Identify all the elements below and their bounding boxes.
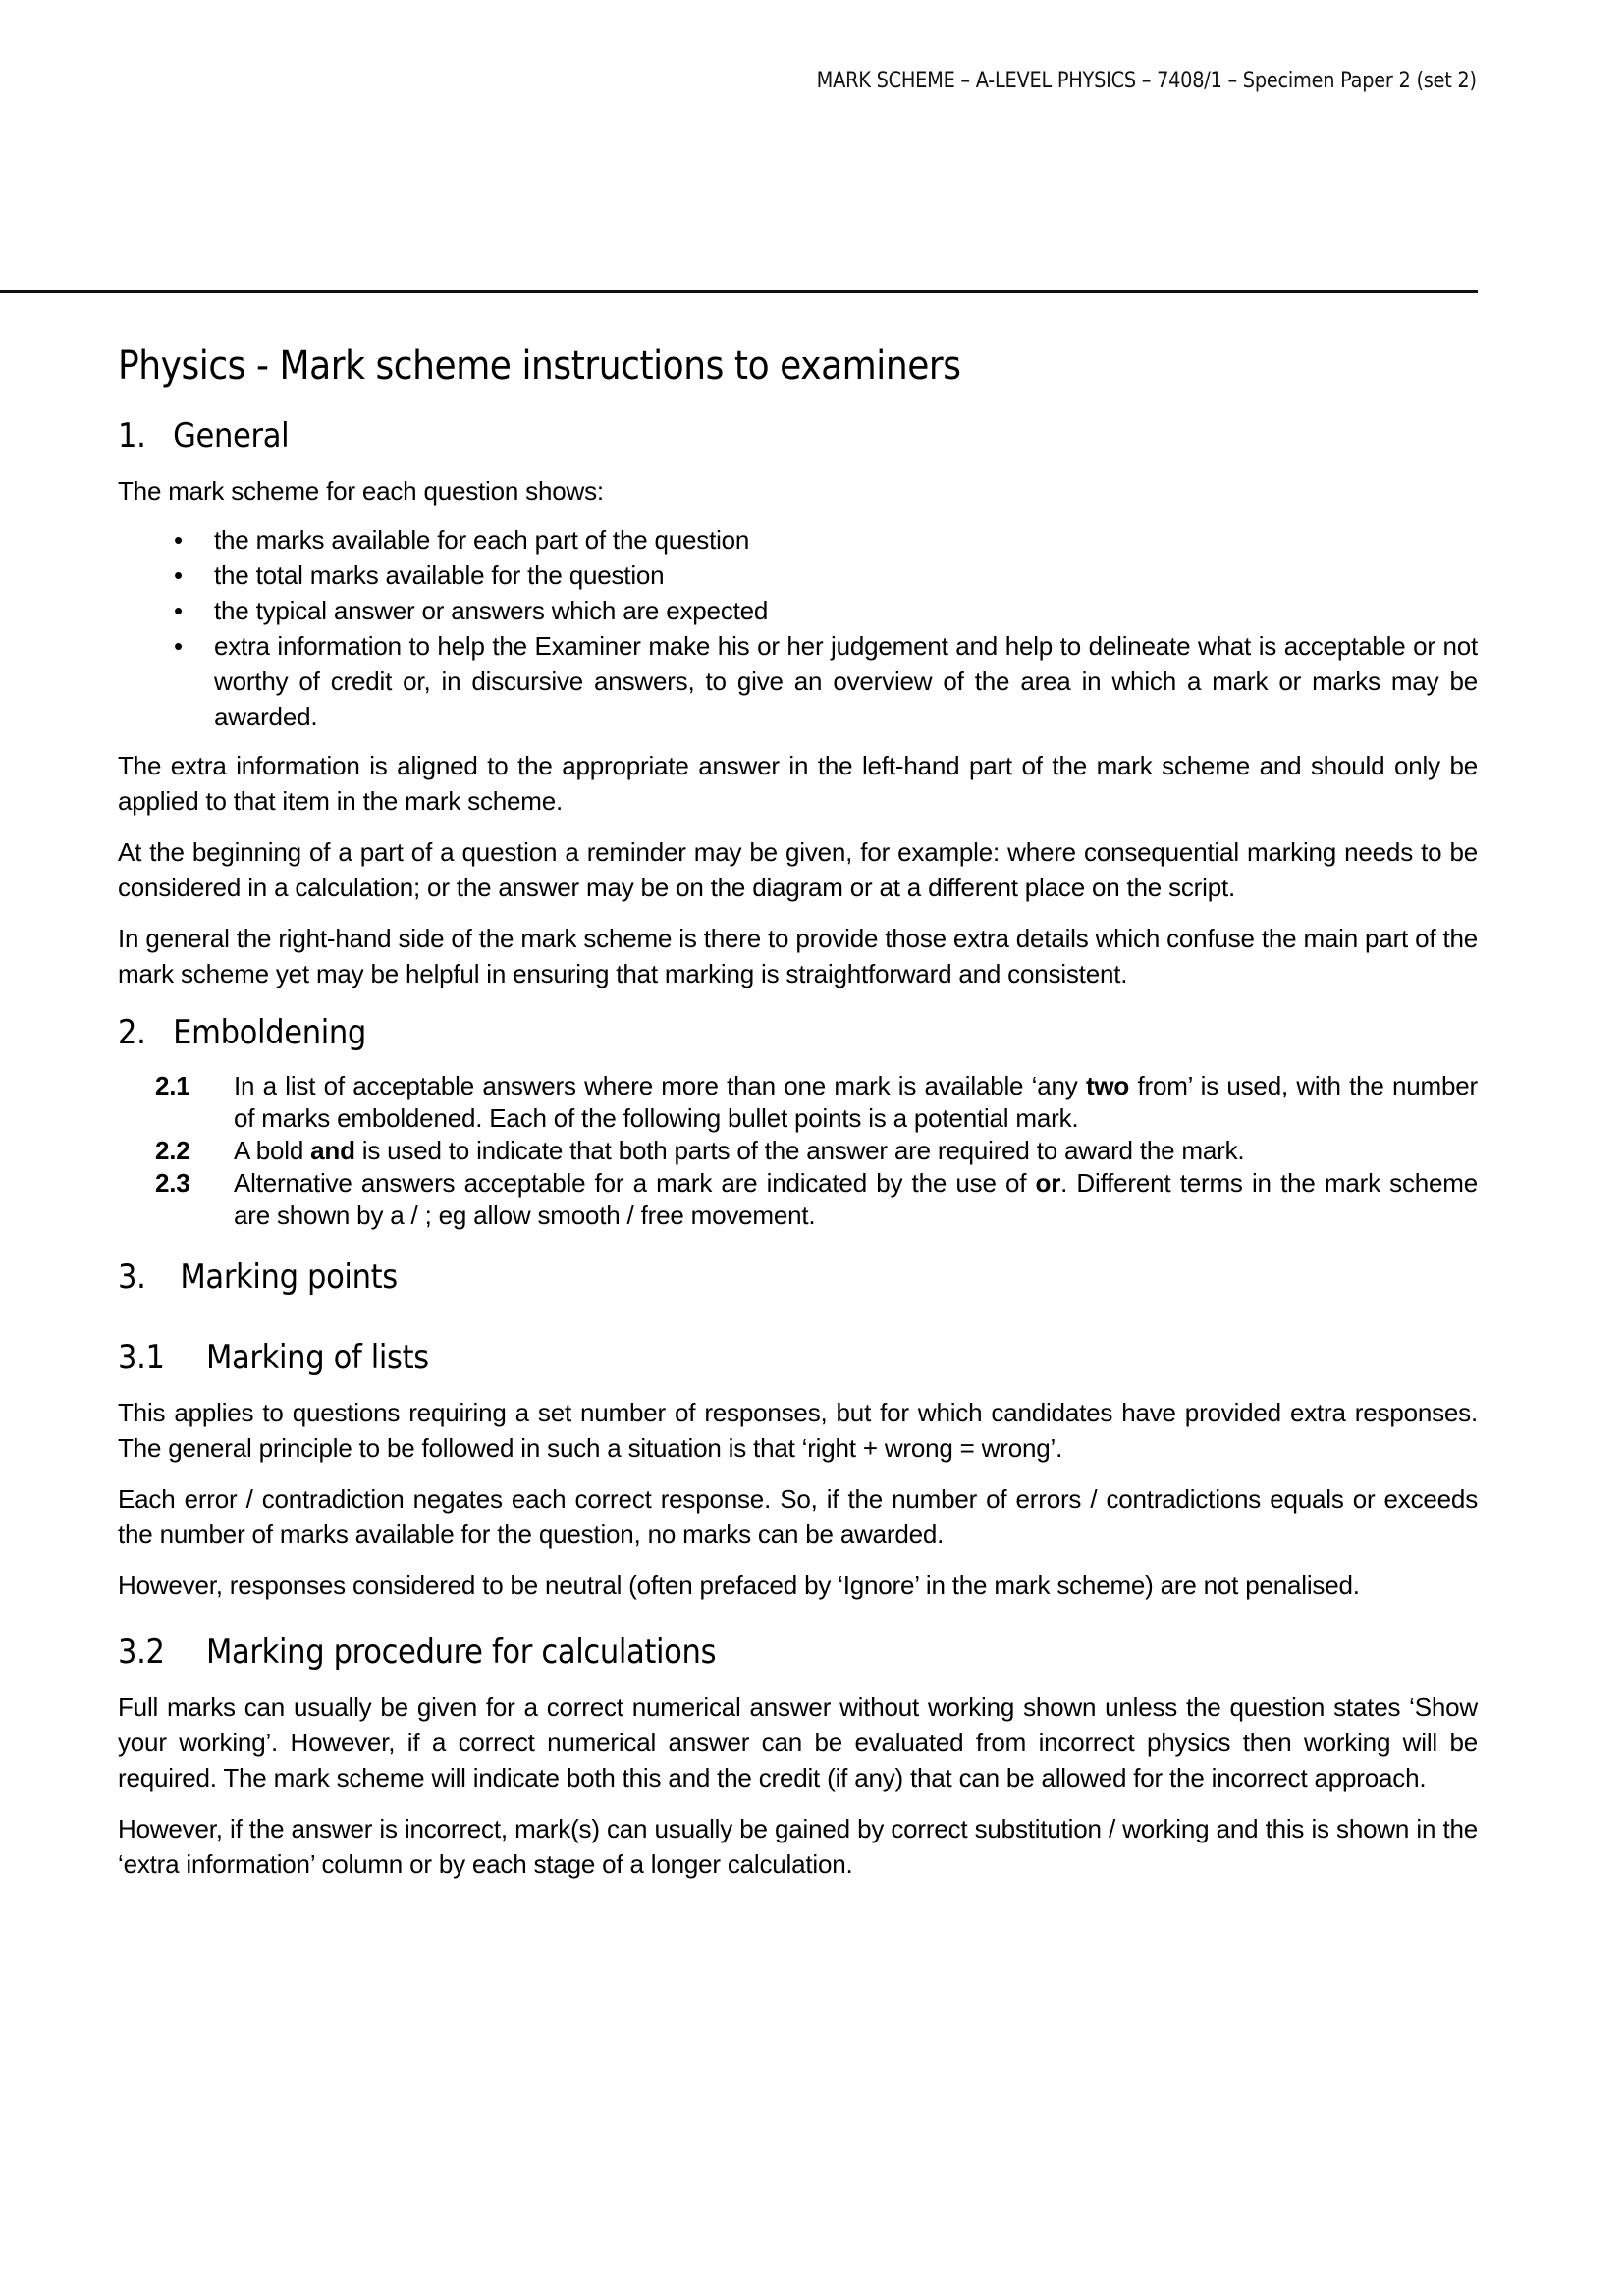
section-title: General [173, 416, 290, 455]
list-item: • the marks available for each part of the question [118, 522, 1478, 558]
section-marking-points [118, 1257, 1478, 1297]
item-number: 2.2 [155, 1136, 190, 1165]
bold-term: or [1035, 1168, 1061, 1198]
paragraph: In general the right-hand side of the mark scheme is there to provide those extra details which confuse the main part of the mark scheme yet may be helpful in ensuring that marking is straightforward and consistent. [118, 924, 1478, 988]
bold-term: two [1085, 1071, 1130, 1100]
item-text: In a list of acceptable answers where more than one mark is available ‘any two from’ is used, with the number of marks emboldened. Each of the following bullet points is a potential mark. [234, 1071, 1478, 1133]
running-header: MARK SCHEME – A-LEVEL PHYSICS – 7408/1 – Specimen Paper 2 (set 2) [816, 69, 1477, 93]
section-heading-marking-points [118, 1257, 1342, 1297]
section-marking-of-lists [118, 1338, 1478, 1603]
paragraph: Each error / contradiction negates each correct response. So, if the number of errors / contradictions equals or exceeds the number of marks available for the question, no marks can be awarded. [118, 1484, 1478, 1549]
section-number: 3.1 [118, 1338, 165, 1377]
bullet-icon: • [174, 561, 183, 590]
paragraph: At the beginning of a part of a question a reminder may be given, for example: where consequential marking needs to be considered in a calculation; or the answer may be on the diagram or at a different place on the script. [118, 837, 1478, 902]
paragraph: However, if the answer is incorrect, mark(s) can usually be gained by correct substitution / working and this is shown in the ‘extra information’ column or by each stage of a longer calculation. [118, 1814, 1478, 1879]
item-text: A bold and is used to indicate that both parts of the answer are required to award the mark. [234, 1136, 1245, 1165]
bullet-icon: • [174, 596, 183, 625]
item-number: 2.1 [155, 1071, 190, 1100]
bullet-icon: • [174, 631, 183, 661]
document-body [118, 344, 1478, 1897]
section-heading-emboldening [118, 1013, 1342, 1052]
general-bullet-list [118, 522, 1478, 734]
section-general [118, 416, 1478, 991]
section-heading-marking-of-lists [118, 1338, 1342, 1377]
item-text: Alternative answers acceptable for a mark are indicated by the use of or. Different terms in the mark scheme are shown by a / ; eg allow smooth / free movement. [234, 1168, 1478, 1230]
list-item: • the total marks available for the question [118, 558, 1478, 593]
section-title: Marking of lists [206, 1338, 429, 1377]
section-heading-general [118, 416, 1342, 455]
section-title: Marking points [180, 1257, 398, 1297]
section-number: 1. [118, 416, 146, 455]
bullet-icon: • [174, 525, 183, 555]
numbered-item [118, 1070, 1478, 1135]
section-number: 3.2 [118, 1632, 165, 1672]
list-item: • extra information to help the Examiner make his or her judgement and help to delineate what is acceptable or not worthy of credit or, in discursive answers, to give an overview of the area in which a mark or marks may be awarded. [118, 628, 1478, 734]
section-number: 3. [118, 1257, 146, 1297]
header-rule [0, 290, 1478, 293]
item-number: 2.3 [155, 1168, 190, 1198]
section-number: 2. [118, 1013, 146, 1052]
numbered-item [118, 1135, 1478, 1167]
list-item: • the typical answer or answers which are expected [118, 593, 1478, 628]
section-marking-calculations [118, 1632, 1478, 1882]
general-intro: The mark scheme for each question shows: [118, 476, 604, 506]
section-title: Emboldening [173, 1013, 366, 1052]
section-heading-marking-calculations [118, 1632, 1342, 1672]
paragraph: However, responses considered to be neutral (often prefaced by ‘Ignore’ in the mark scheme) are not penalised. [118, 1571, 1360, 1600]
emboldening-list [118, 1070, 1478, 1232]
bold-term: and [310, 1136, 355, 1165]
paragraph: The extra information is aligned to the appropriate answer in the left-hand part of the mark scheme and should only be applied to that item in the mark scheme. [118, 751, 1478, 816]
section-emboldening [118, 1013, 1478, 1232]
paragraph: This applies to questions requiring a set number of responses, but for which candidates have provided extra responses. The general principle to be followed in such a situation is that ‘right + wrong = wrong’. [118, 1398, 1478, 1463]
paragraph: Full marks can usually be given for a correct numerical answer without working shown unless the question states ‘Show your working’. However, if a correct numerical answer can be evaluated from incorrect physics then working will be required. The mark scheme will indicate both this and the credit (if any) that can be allowed for the incorrect approach. [118, 1692, 1478, 1792]
section-title: Marking procedure for calculations [206, 1632, 717, 1672]
page-title: Physics - Mark scheme instructions to examiners [118, 344, 961, 389]
numbered-item [118, 1167, 1478, 1232]
